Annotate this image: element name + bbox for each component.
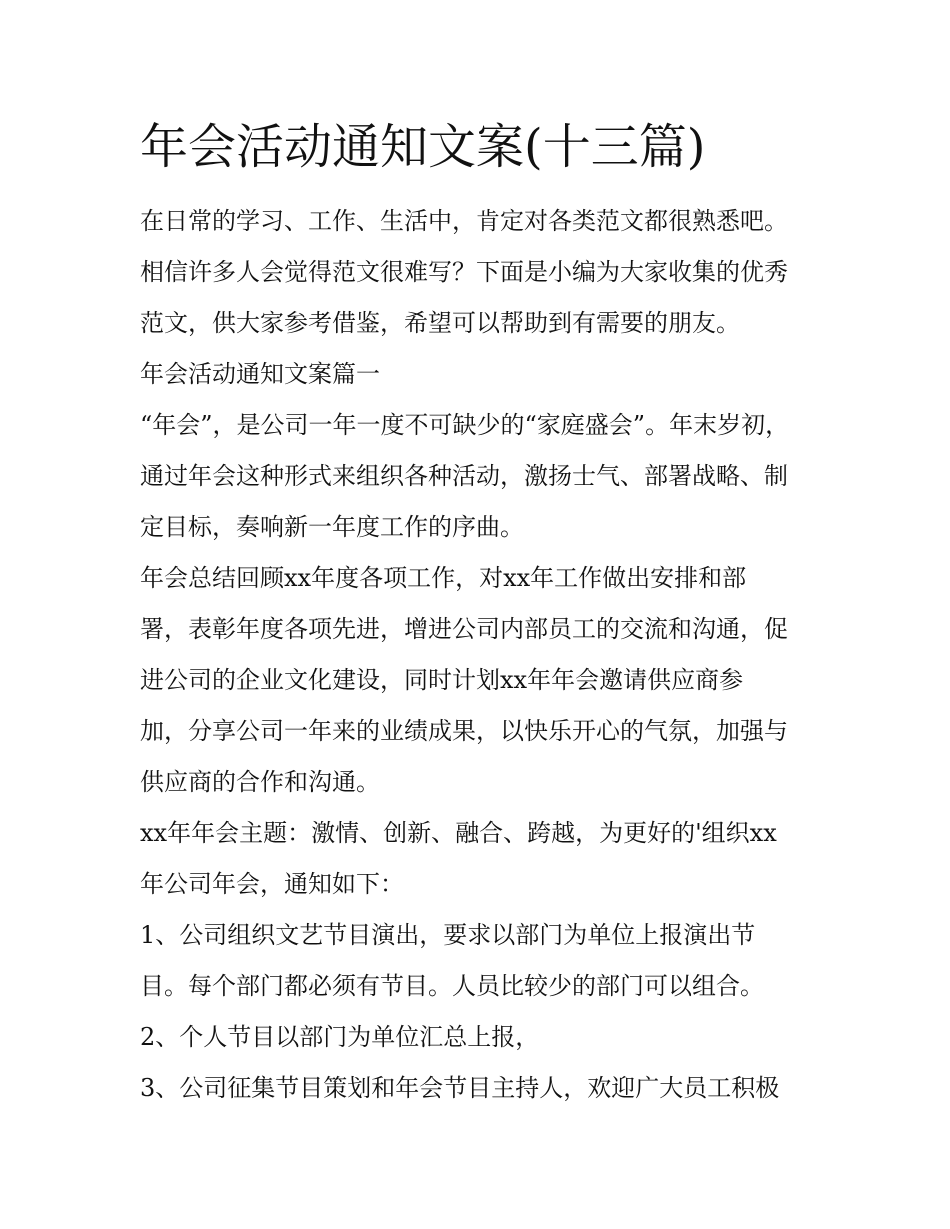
list-item-line: 目。每个部门都必须有节目。人员比较少的部门可以组合。 (140, 972, 764, 1000)
body-line: 在日常的学习、工作、生活中，肯定对各类范文都很熟悉吧。 (140, 207, 788, 235)
body-line: 相信许多人会觉得范文很难写？下面是小编为大家收集的优秀 (140, 258, 788, 286)
body-line: xx年年会主题：激情、创新、融合、跨越，为更好的'组织xx (140, 819, 777, 847)
section-heading: 年会活动通知文案篇一 (140, 360, 380, 388)
list-item-line: 2、个人节目以部门为单位汇总上报， (140, 1023, 540, 1051)
body-line: “年会”，是公司一年一度不可缺少的“家庭盛会”。年末岁初， (140, 411, 790, 439)
list-item-line: 1、公司组织文艺节目演出，要求以部门为单位上报演出节 (140, 921, 756, 949)
body-line: 署，表彰年度各项先进，增进公司内部员工的交流和沟通，促 (140, 615, 788, 643)
body-line: 进公司的企业文化建设，同时计划xx年年会邀请供应商参 (140, 666, 744, 694)
body-line: 通过年会这种形式来组织各种活动，激扬士气、部署战略、制 (140, 462, 788, 490)
body-line: 加，分享公司一年来的业绩成果，以快乐开心的气氛，加强与 (140, 717, 788, 745)
body-line: 年公司年会，通知如下： (140, 870, 404, 898)
body-line: 供应商的合作和沟通。 (140, 768, 380, 796)
document-title: 年会活动通知文案(十三篇) (140, 119, 706, 175)
body-line: 定目标，奏响新一年度工作的序曲。 (140, 513, 524, 541)
body-line: 范文，供大家参考借鉴，希望可以帮助到有需要的朋友。 (140, 309, 740, 337)
body-line: 年会总结回顾xx年度各项工作，对xx年工作做出安排和部 (140, 564, 747, 592)
list-item-line: 3、公司征集节目策划和年会节目主持人，欢迎广大员工积极 (140, 1074, 780, 1102)
